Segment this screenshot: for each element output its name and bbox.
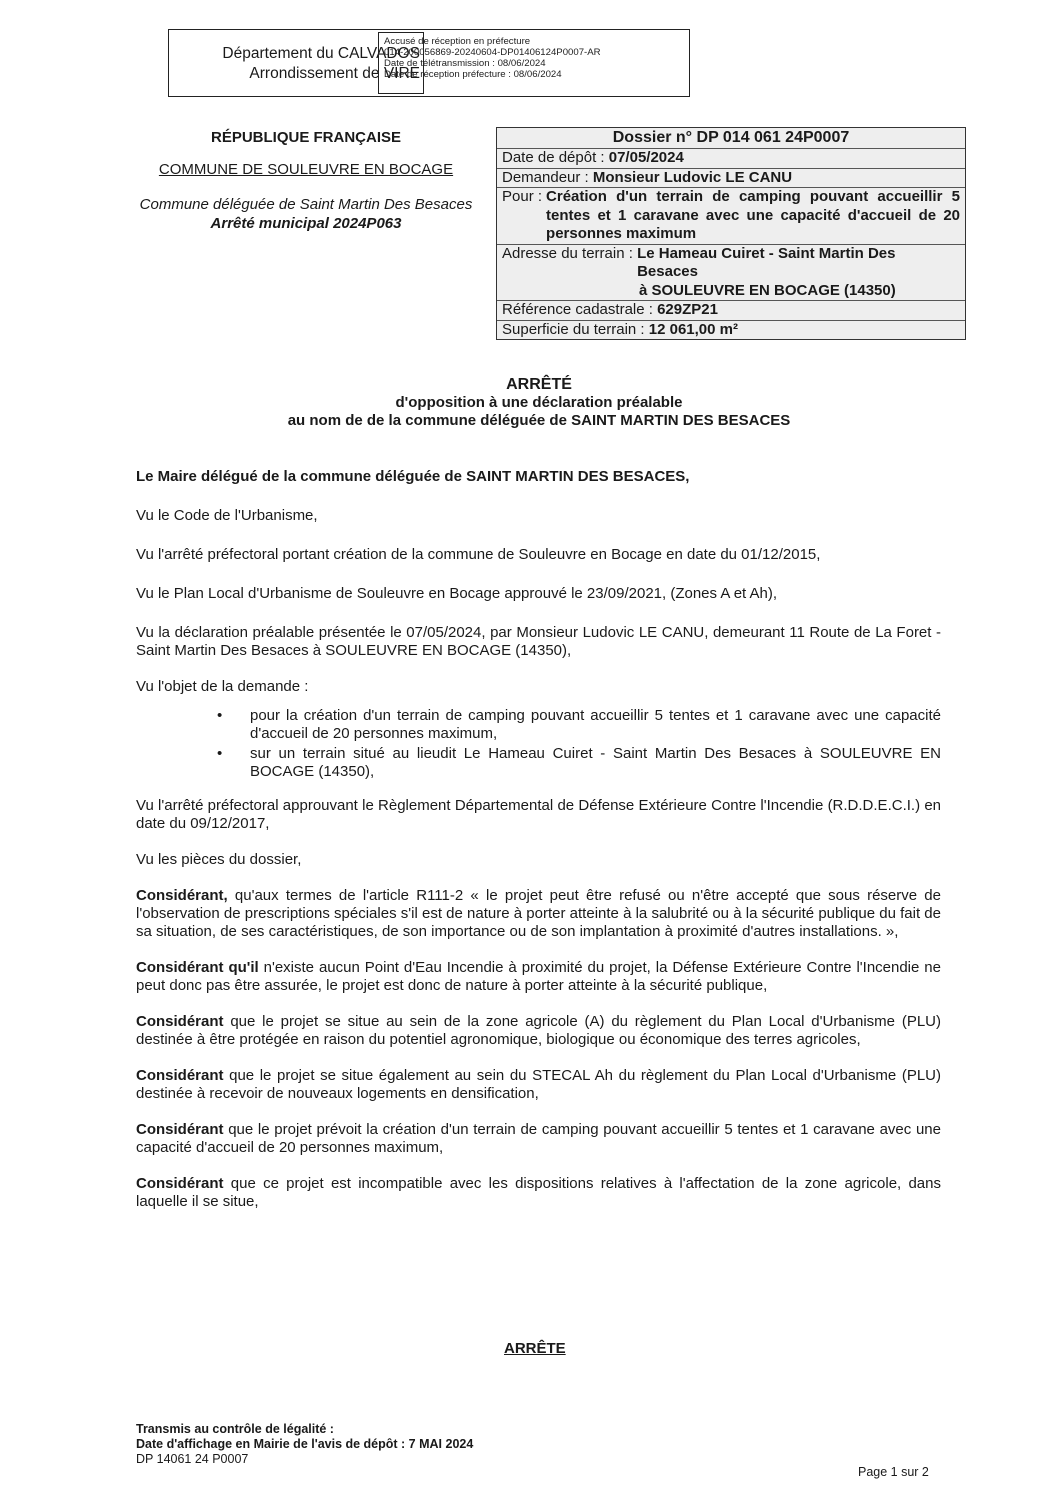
department-line: Département du CALVADOS [222,45,420,62]
dossier-value: à SOULEUVRE EN BOCAGE (14350) [639,281,896,299]
reception-line: Date de réception préfecture : 08/06/2024 [384,69,562,80]
dossier-row-superficie [497,320,965,340]
dossier-value: Création d'un terrain de camping pouvant accueillir 5 tentes et 1 caravane avec une capacité d'accueil de 20 personnes maximum [546,188,960,242]
dossier-row-demandeur [497,168,965,188]
dossier-row-date [497,148,965,168]
vu-paragraph: Vu le Code de l'Urbanisme, [136,507,318,524]
vu-paragraph: Vu les pièces du dossier, [136,851,302,868]
dossier-label: Pour : [502,188,543,205]
considerant-paragraph: Considérant que ce projet est incompatible avec les dispositions relatives à l'affectation de la zone agricole, dans laquelle il se situe, [136,1175,941,1210]
vu-paragraph: Vu le Plan Local d'Urbanisme de Souleuvre en Bocage approuvé le 23/09/2021, (Zones A et Ah), [136,585,778,602]
reception-line: 014-200056869-20240604-DP01406124P0007-AR [384,47,601,58]
arrete-section-heading: ARRÊTE [504,1340,566,1357]
commune-deleguee: Commune déléguée de Saint Martin Des Besaces [139,196,473,213]
republic-title: RÉPUBLIQUE FRANÇAISE [210,129,401,146]
list-item-text: pour la création d'un terrain de camping pouvant accueillir 5 tentes et 1 caravane avec une capacité d'accueil de 20 personnes maximum, [250,707,941,742]
footer-affichage: Date d'affichage en Mairie de l'avis de dépôt : 7 MAI 2024 [136,1437,474,1451]
reception-stamp [384,36,601,80]
considerant-paragraph: Considérant qu'il n'existe aucun Point d'Eau Incendie à proximité du projet, la Défense Extérieure Contre l'Incendie ne peut donc pas être assurée, le projet est donc de nature à porter atteinte à la sécurité publique, [136,959,941,994]
dossier-value: Le Hameau Cuiret - Saint Martin Des Besaces [637,244,896,280]
reception-line: Date de télétransmission : 08/06/2024 [384,58,546,69]
dossier-value: 12 061,00 m² [648,320,738,338]
footer-transmis: Transmis au contrôle de légalité : [136,1422,334,1436]
arrete-subtitle: d'opposition à une déclaration préalable [395,394,683,411]
dossier-value: 07/05/2024 [608,149,684,166]
footer [136,1422,473,1467]
vu-paragraph: Vu l'objet de la demande : [136,678,309,695]
considerant-paragraph: Considérant que le projet prévoit la création d'un terrain de camping pouvant accueillir 5 tentes et 1 caravane avec une capacité d'accueil de 20 personnes maximum, [136,1121,941,1156]
list-item: • pour la création d'un terrain de camping pouvant accueillir 5 tentes et 1 caravane avec une capacité d'accueil de 20 personnes maximum, [217,707,941,742]
footer-reference: DP 14061 24 P0007 [136,1452,249,1466]
list-item: • sur un terrain situé au lieudit Le Hameau Cuiret - Saint Martin Des Besaces à SOULEUVRE EN BOCAGE (14350), [217,745,941,780]
dossier-label: Demandeur : [502,168,593,186]
vu-paragraph: Vu l'arrêté préfectoral portant création de la commune de Souleuvre en Bocage en date du 01/12/2015, [136,546,821,563]
vu-paragraph: Vu la déclaration préalable présentée le 07/05/2024, par Monsieur Ludovic LE CANU, demeurant 11 Route de La Foret - Saint Martin Des Besaces à SOULEUVRE EN BOCAGE (14350), [136,624,941,659]
dossier-table [496,127,966,340]
dossier-label: Superficie du terrain : [502,320,649,338]
page-number: Page 1 sur 2 [858,1465,929,1479]
document-body [136,468,941,1229]
arrondissement-line: Arrondissement de VIRE [249,65,420,82]
arrete-subtitle: au nom de de la commune déléguée de SAINT MARTIN DES BESACES [287,412,791,429]
arrete-heading: ARRÊTÉ [506,376,572,393]
dossier-row-reference [497,300,965,320]
dossier-label: Date de dépôt : [502,149,609,166]
issuer-header [116,129,496,233]
dossier-value: 629ZP21 [657,301,718,318]
maire-line: Le Maire délégué de la commune déléguée de SAINT MARTIN DES BESACES, [136,468,690,485]
considerant-paragraph: Considérant que le projet se situe également au sein du STECAL Ah du règlement du Plan Local d'Urbanisme (PLU) destinée à recevoir de nouveaux logements en densification, [136,1067,941,1102]
dossier-title: Dossier n° DP 014 061 24P0007 [497,128,965,148]
dossier-row-pour [497,187,965,244]
considerant-paragraph: Considérant que le projet se situe au sein de la zone agricole (A) du règlement du Plan Local d'Urbanisme (PLU) destinée à être protégée en raison du potentiel agronomique, biologique ou économique des terres agricoles, [136,1013,941,1048]
list-item-text: sur un terrain situé au lieudit Le Hameau Cuiret - Saint Martin Des Besaces à SOULEUVRE EN BOCAGE (14350), [250,745,941,780]
considerant-paragraph: Considérant, qu'aux termes de l'article R111-2 « le projet peut être refusé ou n'être accepté que sous réserve de l'observation de prescriptions spéciales s'il est de nature à porter atteinte à la salubrité ou à la sécurité publique du fait de sa situation, de ses caractéristiques, de son importance ou de son implantation à proximité d'autres installations. », [136,887,941,940]
vu-paragraph: Vu l'arrêté préfectoral approuvant le Règlement Départemental de Défense Extérieure Contre l'Incendie (R.D.D.E.C.I.) en date du 09/12/2017, [136,797,941,832]
document-title [100,376,978,430]
dossier-label: Adresse du terrain : [502,244,638,262]
arrete-number: Arrêté municipal 2024P063 [210,215,402,232]
commune-title: COMMUNE DE SOULEUVRE EN BOCAGE [158,161,454,178]
reception-line: Accusé de réception en préfecture [384,36,531,47]
dossier-value: Monsieur Ludovic LE CANU [592,168,793,186]
demande-list [136,707,941,781]
dossier-label: Référence cadastrale : [502,301,658,318]
dossier-row-adresse [497,244,965,301]
